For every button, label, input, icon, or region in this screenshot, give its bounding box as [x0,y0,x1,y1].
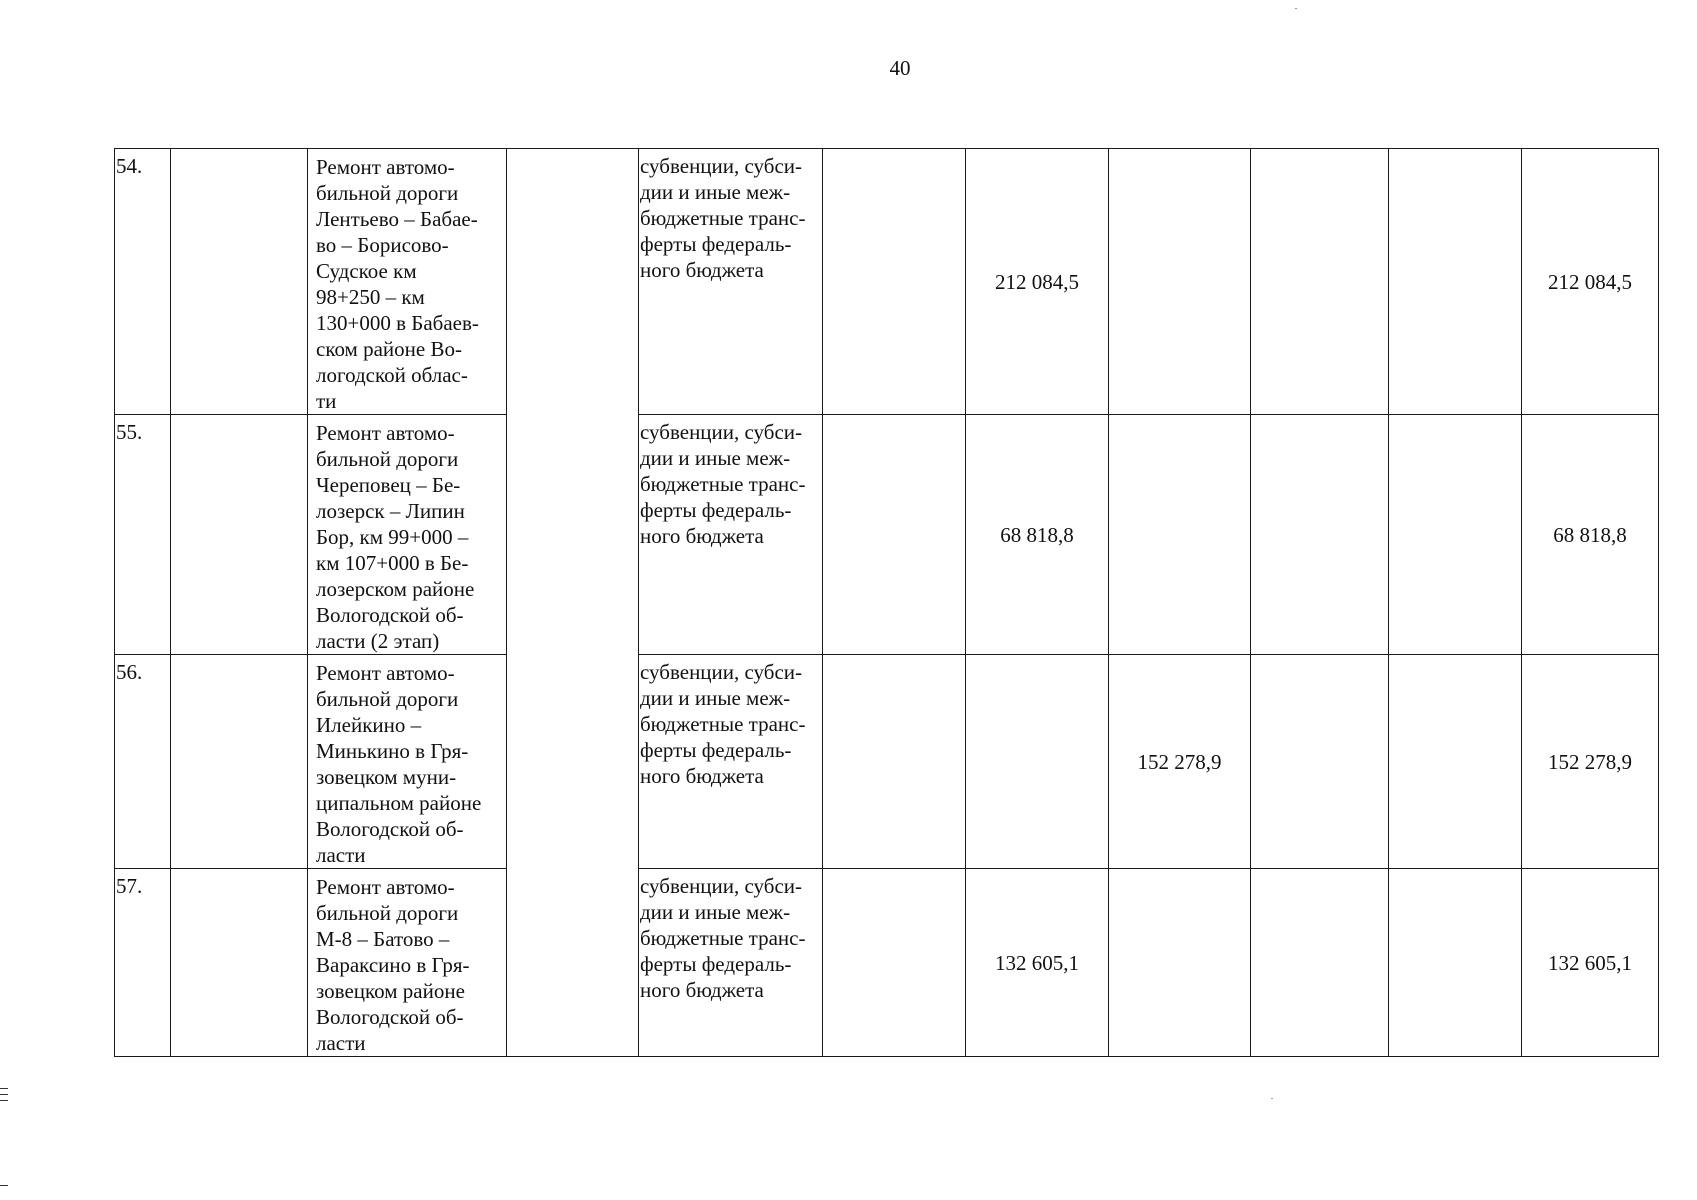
source-line: ферты федераль- [640,952,792,976]
scan-edge-mark [0,1100,8,1101]
source-line: ного бюджета [640,258,764,282]
source-line: дии и иные меж- [640,900,791,924]
empty-cell [171,415,308,655]
object-name-cell [308,415,507,655]
row-number: 54. [115,149,171,415]
name-line: ласти [316,1031,366,1055]
object-name-cell [308,869,507,1057]
empty-cell [171,655,308,869]
funding-source-cell [639,149,823,415]
name-line: Ремонт автомо- [316,421,455,445]
funding-source-cell [639,869,823,1057]
amount-year-2 [1109,149,1251,415]
name-line: логодской облас- [316,363,468,387]
name-line: бильной дороги [316,901,459,925]
table-body [115,149,1659,1057]
source-line: субвенции, субси- [640,154,803,178]
amount-year-1: 132 605,1 [966,869,1109,1057]
amount-year-2: 152 278,9 [1109,655,1251,869]
funding-source-cell [639,655,823,869]
name-line: ципальном районе [316,791,482,815]
name-line: Илейкино – [316,713,422,737]
name-line: бильной дороги [316,687,459,711]
source-line: бюджетные транс- [640,206,806,230]
row-number: 57. [115,869,171,1057]
scan-edge-mark [0,1088,8,1089]
budget-table [114,148,1659,1057]
empty-cell [1389,149,1522,415]
row-number: 55. [115,415,171,655]
name-line: ласти [316,843,366,867]
amount-year-2 [1109,415,1251,655]
empty-cell [1251,655,1389,869]
name-line: Вараксино в Гря- [316,953,470,977]
name-line: 98+250 – км [316,285,425,309]
empty-cell [823,655,966,869]
amount-total: 68 818,8 [1522,415,1659,655]
source-line: ного бюджета [640,978,764,1002]
name-line: км 107+000 в Бе- [316,551,469,575]
empty-cell [1251,149,1389,415]
object-name-cell [308,655,507,869]
name-line: Судское км [316,259,417,283]
scan-speck [1295,8,1297,9]
source-line: ного бюджета [640,524,764,548]
name-line: ти [316,389,337,413]
name-line: во – Борисово- [316,233,449,257]
empty-cell [1251,869,1389,1057]
source-line: дии и иные меж- [640,446,791,470]
source-line: дии и иные меж- [640,180,791,204]
amount-year-1: 68 818,8 [966,415,1109,655]
name-line: ласти (2 этап) [316,629,440,653]
name-line: зовецком муни- [316,765,457,789]
name-line: Лентьево – Бабае- [316,207,478,231]
name-line: бильной дороги [316,447,459,471]
source-line: субвенции, субси- [640,874,803,898]
source-line: ного бюджета [640,764,764,788]
source-line: бюджетные транс- [640,472,806,496]
source-line: ферты федераль- [640,738,792,762]
name-line: Ремонт автомо- [316,875,455,899]
source-line: субвенции, субси- [640,660,803,684]
object-name-cell [308,149,507,415]
name-line: ском районе Во- [316,337,462,361]
name-line: М-8 – Батово – [316,927,450,951]
name-line: зовецком районе [316,979,465,1003]
source-line: субвенции, субси- [640,420,803,444]
funding-source-cell [639,415,823,655]
empty-cell [823,869,966,1057]
table-row [115,149,1659,415]
name-line: лозерском районе [316,577,475,601]
page-number: 40 [889,56,911,80]
merged-empty-cell [507,149,639,1057]
scan-speck [1271,1098,1273,1099]
name-line: 130+000 в Бабаев- [316,311,479,335]
empty-cell [1389,655,1522,869]
source-line: бюджетные транс- [640,712,806,736]
name-line: Череповец – Бе- [316,473,461,497]
amount-total: 212 084,5 [1522,149,1659,415]
name-line: Вологодской об- [316,817,464,841]
name-line: Ремонт автомо- [316,661,455,685]
table-row [115,415,1659,655]
name-line: Минькино в Гря- [316,739,469,763]
name-line: Вологодской об- [316,603,464,627]
empty-cell [171,149,308,415]
source-line: ферты федераль- [640,232,792,256]
name-line: Бор, км 99+000 – [316,525,469,549]
source-line: ферты федераль- [640,498,792,522]
scan-edge-mark [0,1094,8,1095]
amount-total: 132 605,1 [1522,869,1659,1057]
empty-cell [1389,415,1522,655]
amount-year-2 [1109,869,1251,1057]
empty-cell [171,869,308,1057]
empty-cell [1251,415,1389,655]
source-line: дии и иные меж- [640,686,791,710]
table-row [115,869,1659,1057]
name-line: бильной дороги [316,181,459,205]
empty-cell [1389,869,1522,1057]
name-line: Вологодской об- [316,1005,464,1029]
name-line: Ремонт автомо- [316,155,455,179]
row-number: 56. [115,655,171,869]
empty-cell [823,149,966,415]
amount-year-1 [966,655,1109,869]
amount-total: 152 278,9 [1522,655,1659,869]
amount-year-1: 212 084,5 [966,149,1109,415]
empty-cell [823,415,966,655]
name-line: лозерск – Липин [316,499,465,523]
scan-edge-mark [0,1185,8,1186]
table-row [115,655,1659,869]
source-line: бюджетные транс- [640,926,806,950]
